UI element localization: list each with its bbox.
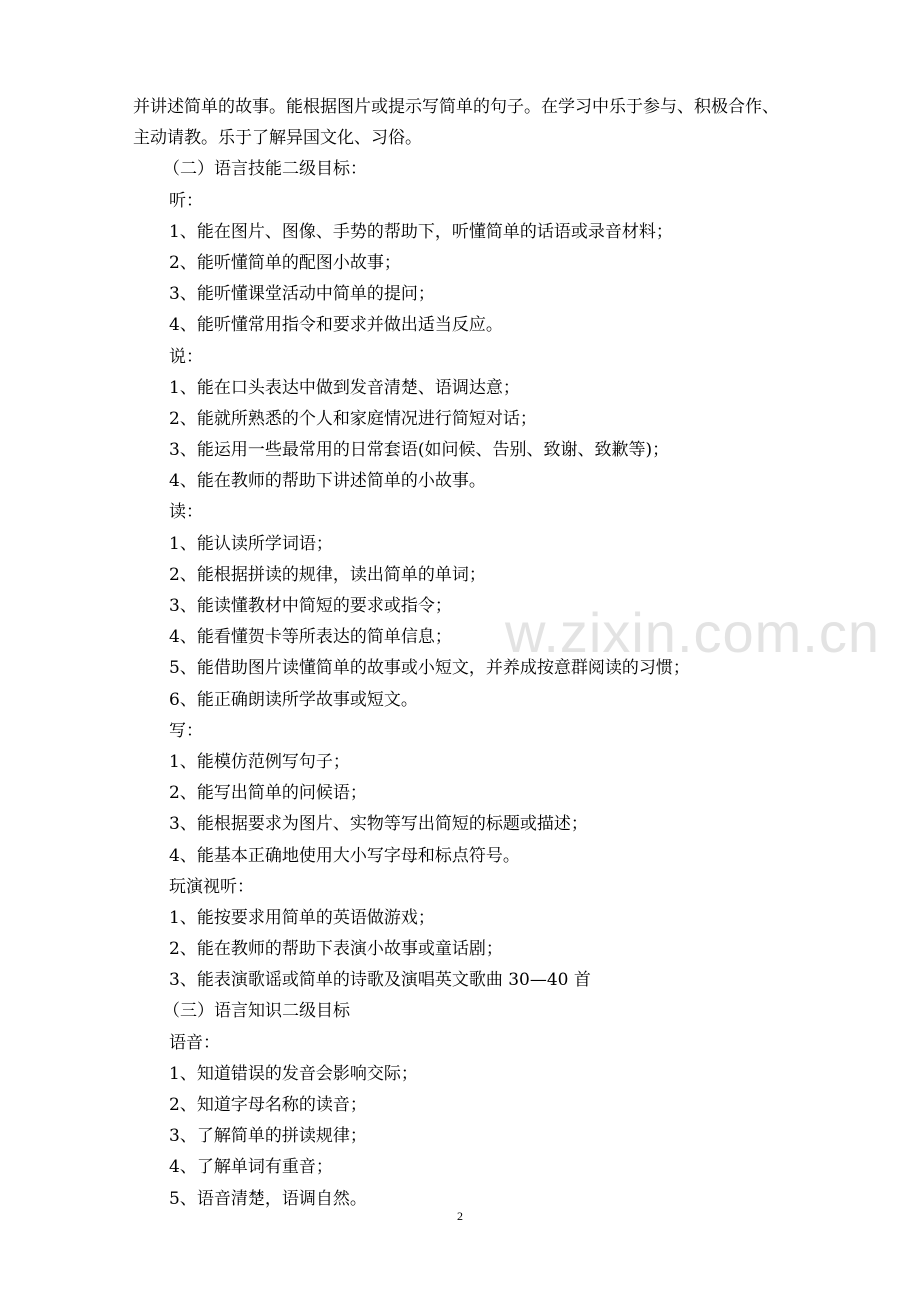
list-item: 2、能写出简单的问候语； <box>169 783 367 804</box>
list-item: 4、能在教师的帮助下讲述简单的小故事。 <box>169 471 486 492</box>
list-item: 1、能认读所学词语； <box>169 533 333 554</box>
list-item: 1、知道错误的发音会影响交际； <box>169 1063 418 1084</box>
page-number: 2 <box>457 1209 463 1223</box>
list-item: 3、能根据要求为图片、实物等写出简短的标题或描述； <box>169 814 588 835</box>
list-item: 4、能基本正确地使用大小写字母和标点符号。 <box>169 845 520 866</box>
list-item: 4、了解单词有重音； <box>169 1157 333 1178</box>
list-item: 3、了解简单的拼读规律； <box>169 1126 367 1147</box>
list-item: 3、能运用一些最常用的日常套语(如问候、告别、致谢、致歉等)； <box>169 440 670 461</box>
watermark: w.zixin.com.cn <box>505 601 880 664</box>
list-item: 5、能借助图片读懂简单的故事或小短文，并养成按意群阅读的习惯； <box>169 658 690 679</box>
list-item: 2、能在教师的帮助下表演小故事或童话剧； <box>169 939 503 960</box>
section-heading: （三）语言知识二级目标 <box>163 1001 350 1022</box>
subsection-label-phonetics: 语音： <box>169 1032 220 1053</box>
list-item: 1、能模仿范例写句子； <box>169 751 350 772</box>
subsection-label-writing: 写： <box>169 720 203 741</box>
section-heading: （二）语言技能二级目标： <box>163 159 367 180</box>
list-item: 5、语音清楚，语调自然。 <box>169 1188 367 1209</box>
list-item: 2、能听懂简单的配图小故事； <box>169 252 401 273</box>
list-item: 1、能在图片、图像、手势的帮助下，听懂简单的话语或录音材料； <box>169 221 673 242</box>
subsection-label-reading: 读： <box>169 502 203 523</box>
list-item: 3、能读懂教材中简短的要求或指令； <box>169 596 452 616</box>
list-item: 4、能看懂贺卡等所表达的简单信息； <box>169 627 452 648</box>
paragraph-line: 并讲述简单的故事。能根据图片或提示写简单的句子。在学习中乐于参与、积极合作、 <box>133 97 779 117</box>
subsection-label-speaking: 说： <box>169 346 203 367</box>
list-item: 3、能表演歌谣或简单的诗歌及演唱英文歌曲 30—40 首 <box>169 970 591 991</box>
paragraph-line: 主动请教。乐于了解异国文化、习俗。 <box>133 128 422 149</box>
list-item: 4、能听懂常用指令和要求并做出适当反应。 <box>169 315 503 336</box>
list-item: 6、能正确朗读所学故事或短文。 <box>169 689 418 710</box>
list-item: 2、能根据拼读的规律，读出简单的单词； <box>169 564 486 585</box>
subsection-label-listening: 听： <box>169 190 203 211</box>
subsection-label-play: 玩演视听： <box>169 876 254 897</box>
list-item: 1、能在口头表达中做到发音清楚、语调达意； <box>169 377 520 398</box>
list-item: 2、知道字母名称的读音； <box>169 1095 367 1115</box>
list-item: 3、能听懂课堂活动中简单的提问； <box>169 284 435 305</box>
document-body <box>133 92 843 1215</box>
list-item: 2、能就所熟悉的个人和家庭情况进行简短对话； <box>169 408 537 429</box>
list-item: 1、能按要求用简单的英语做游戏； <box>169 907 435 928</box>
